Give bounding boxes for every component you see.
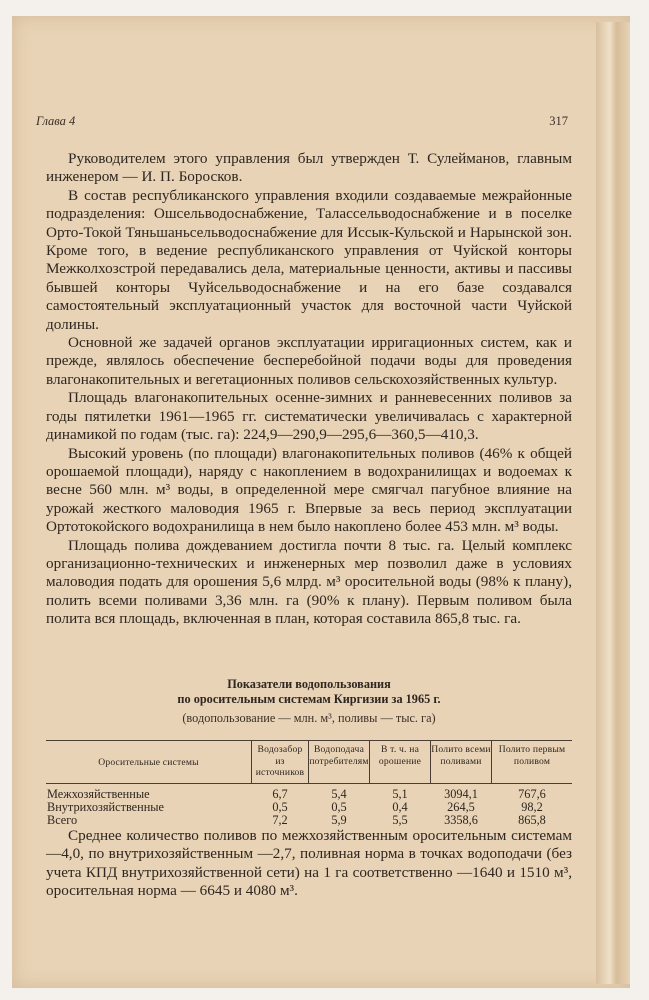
column-header: Полито всеми поливами	[431, 744, 491, 767]
table-cell: 0,5	[272, 800, 288, 814]
table-cell: 5,4	[331, 787, 347, 801]
table-body	[46, 788, 572, 828]
paragraph: Основной же задачей органов эксплуатации ирригационных систем, как и прежде, являлось обеспечение бесперебойной подачи воды для проведения влагонакопительных и вегетационных поливов сельскохозяйственных культур.	[46, 334, 572, 388]
column-header: Водозабор из источников	[255, 744, 305, 778]
closing-text	[46, 827, 572, 901]
table-title-line2: по оросительным системам Киргизии за 1965 г.	[177, 692, 441, 706]
paragraph: Руководителем этого управления был утвержден Т. Сулейманов, главным инженером — И. П. Боросков.	[46, 150, 572, 186]
chapter-title: Глава 4	[36, 114, 76, 128]
table-cell: 0,5	[331, 800, 347, 814]
page-number: 317	[549, 114, 568, 128]
table-cell: 98,2	[521, 800, 543, 814]
row-label: Межхозяйственные	[47, 787, 150, 801]
column-header: Полито первым поливом	[498, 744, 566, 767]
row-label: Всего	[47, 813, 78, 827]
table-cell: 3358,6	[444, 813, 478, 827]
water-use-table	[46, 740, 572, 828]
table-row	[46, 814, 572, 827]
column-header: Водоподача потребителям	[309, 744, 369, 767]
table-cell: 3094,1	[444, 787, 478, 801]
table-cell: 865,8	[518, 813, 546, 827]
table-cell: 5,1	[392, 787, 408, 801]
table-cell: 5,5	[392, 813, 408, 827]
table-cell: 264,5	[447, 800, 475, 814]
table-cell: 6,7	[272, 787, 288, 801]
table-cell: 767,6	[518, 787, 546, 801]
paragraph: Среднее количество поливов по межхозяйственным оросительным системам —4,0, по внутрихозяйственным —2,7, поливная норма в точках водоподачи (без учета КПД внутрихозяйственной сети) на 1 га соответственно —1640 и 1510 м³, оросительная норма — 6645 и 4080 м³.	[46, 827, 572, 900]
paragraph: Высокий уровень (по площади) влагонакопительных поливов (46% к общей орошаемой площади), наряду с накоплением в водохранилищах и водоемах к весне 560 млн. м³ воды, в определенной мере смягчал пагубное влияние на урожай жесткого маловодия 1965 г. Впервые за весь период эксплуатации Ортотокойского водохранилища в нем было накоплено более 453 млн. м³ воды.	[46, 444, 572, 536]
table-header	[46, 740, 572, 784]
paragraph: В состав республиканского управления входили создаваемые межрайонные подразделения: Ошсельводоснабжение, Талассельводоснабжение и в поселке Орто-Токой Тяньшаньсельводоснабжение для Иссык-Кульской и Нарынской зон. Кроме того, в ведение республиканского управления от Чуйской конторы Межколхозстрой передавались дела, материальные ценности, активы и пассивы бывшей конторы Чуйсельводоснабжение и на его базе создавался самостоятельный эксплуатационный участок для восточной части Чуйской долины.	[46, 186, 572, 333]
table-title-line1: Показатели водопользования	[227, 677, 391, 691]
column-header: Оросительные системы	[98, 757, 199, 768]
table-cell: 7,2	[272, 813, 288, 827]
body-text	[46, 150, 572, 629]
column-header: В т. ч. на орошение	[378, 744, 422, 767]
row-label: Внутрихозяйственные	[47, 800, 165, 814]
table-cell: 0,4	[392, 800, 408, 814]
page-edge	[596, 22, 630, 984]
table-cell: 5,9	[331, 813, 347, 827]
table-subtitle: (водопользование — млн. м³, поливы — тыс. га)	[182, 711, 436, 725]
table-row	[46, 801, 572, 814]
paragraph: Площадь влагонакопительных осенне-зимних и ранневесенних поливов за годы пятилетки 1961—1965 гг. систематически увеличивалась с характерной динамикой по годам (тыс. га): 224,9—290,9—295,6—360,5—410,3.	[46, 389, 572, 444]
paragraph: Площадь полива дождеванием достигла почти 8 тыс. га. Целый комплекс организационно-технических и инженерных мер позволил даже в условиях маловодия подать для орошения 5,6 млрд. м³ оросительной воды (98% к плану), полить всеми поливами 3,36 млн. га (90% к плану). Первым поливом была полита вся площадь, включенная в план, которая составила 865,8 тыс. га.	[46, 536, 572, 628]
running-header	[36, 114, 570, 130]
